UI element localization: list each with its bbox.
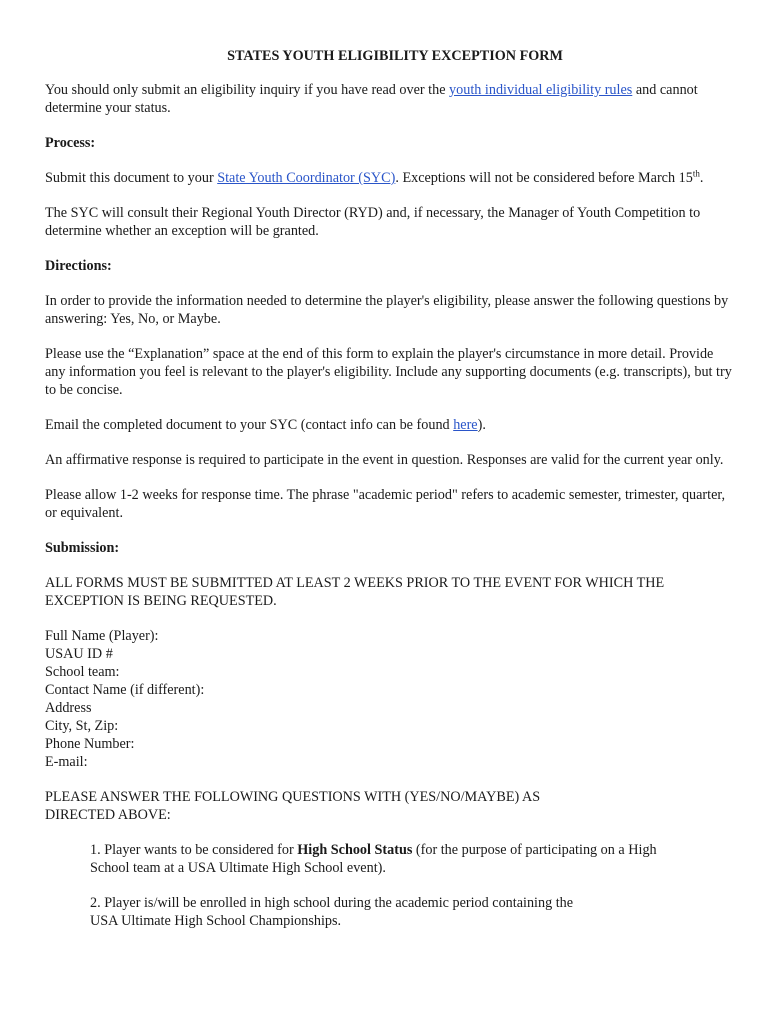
directions-paragraph-5: Please allow 1-2 weeks for response time. The phrase "academic period" refers to academic semester, trimester, quarter, or equivalent. [45,487,726,521]
form-title: STATES YOUTH ELIGIBILITY EXCEPTION FORM [227,48,563,64]
question-1 [45,841,680,877]
process-text-after: . Exceptions will not be considered before March 15 [395,170,693,186]
email-text-end: ). [477,417,486,433]
field-full-name: Full Name (Player): [45,628,159,644]
question-1-text-end: (for the purpose of participating on a High School team at a USA Ultimate High School event). [90,842,657,876]
submission-heading: Submission: [45,540,120,556]
directions-paragraph-2: Please use the “Explanation” space at the end of this form to explain the player's circumstance in more detail. Provide any information you feel is relevant to the player's eligibility. Include any supporting documents (e.g. transcripts), but try to be concise. [45,346,732,398]
process-text: Submit this document to your [45,170,218,186]
process-period: . [699,170,704,186]
field-city-st-zip: City, St, Zip: [45,718,119,734]
player-info-fields [45,627,735,771]
field-contact-name: Contact Name (if different): [45,682,205,698]
eligibility-rules-link[interactable]: youth individual eligibility rules [449,82,633,98]
high-school-status-term: High School Status [297,842,413,858]
process-paragraph-2: The SYC will consult their Regional Youth Director (RYD) and, if necessary, the Manager of Youth Competition to determine whether an exception will be granted. [45,205,701,239]
ordinal-suffix: th [692,168,700,179]
field-school-team: School team: [45,664,120,680]
directions-paragraph-3 [45,416,735,434]
question-2: 2. Player is/will be enrolled in high school during the academic period containing the USA Ultimate High School Championships. [90,895,574,929]
submission-notice: ALL FORMS MUST BE SUBMITTED AT LEAST 2 WEEKS PRIOR TO THE EVENT FOR WHICH THE EXCEPTION IS BEING REQUESTED. [45,575,665,609]
intro-paragraph [45,81,735,117]
process-paragraph-1 [45,169,735,187]
field-phone: Phone Number: [45,736,135,752]
directions-paragraph-1: In order to provide the information needed to determine the player's eligibility, please answer the following questions by answering: Yes, No, or Maybe. [45,293,729,327]
document [45,47,735,947]
contact-info-link[interactable]: here [453,417,478,433]
process-heading: Process: [45,135,96,151]
field-email: E-mail: [45,754,88,770]
directions-heading: Directions: [45,258,112,274]
question-1-text: 1. Player wants to be considered for [90,842,298,858]
field-address: Address [45,700,92,716]
syc-link[interactable]: State Youth Coordinator (SYC) [217,170,396,186]
field-usau-id: USAU ID # [45,646,113,662]
directions-paragraph-4: An affirmative response is required to participate in the event in question. Responses are valid for the current year only. [45,452,724,468]
intro-text-end: and cannot determine your status. [45,82,698,116]
email-text: Email the completed document to your SYC (contact info can be found [45,417,454,433]
intro-text: You should only submit an eligibility inquiry if you have read over the [45,82,450,98]
answer-instruction: PLEASE ANSWER THE FOLLOWING QUESTIONS WITH (YES/NO/MAYBE) AS DIRECTED ABOVE: [45,789,541,823]
